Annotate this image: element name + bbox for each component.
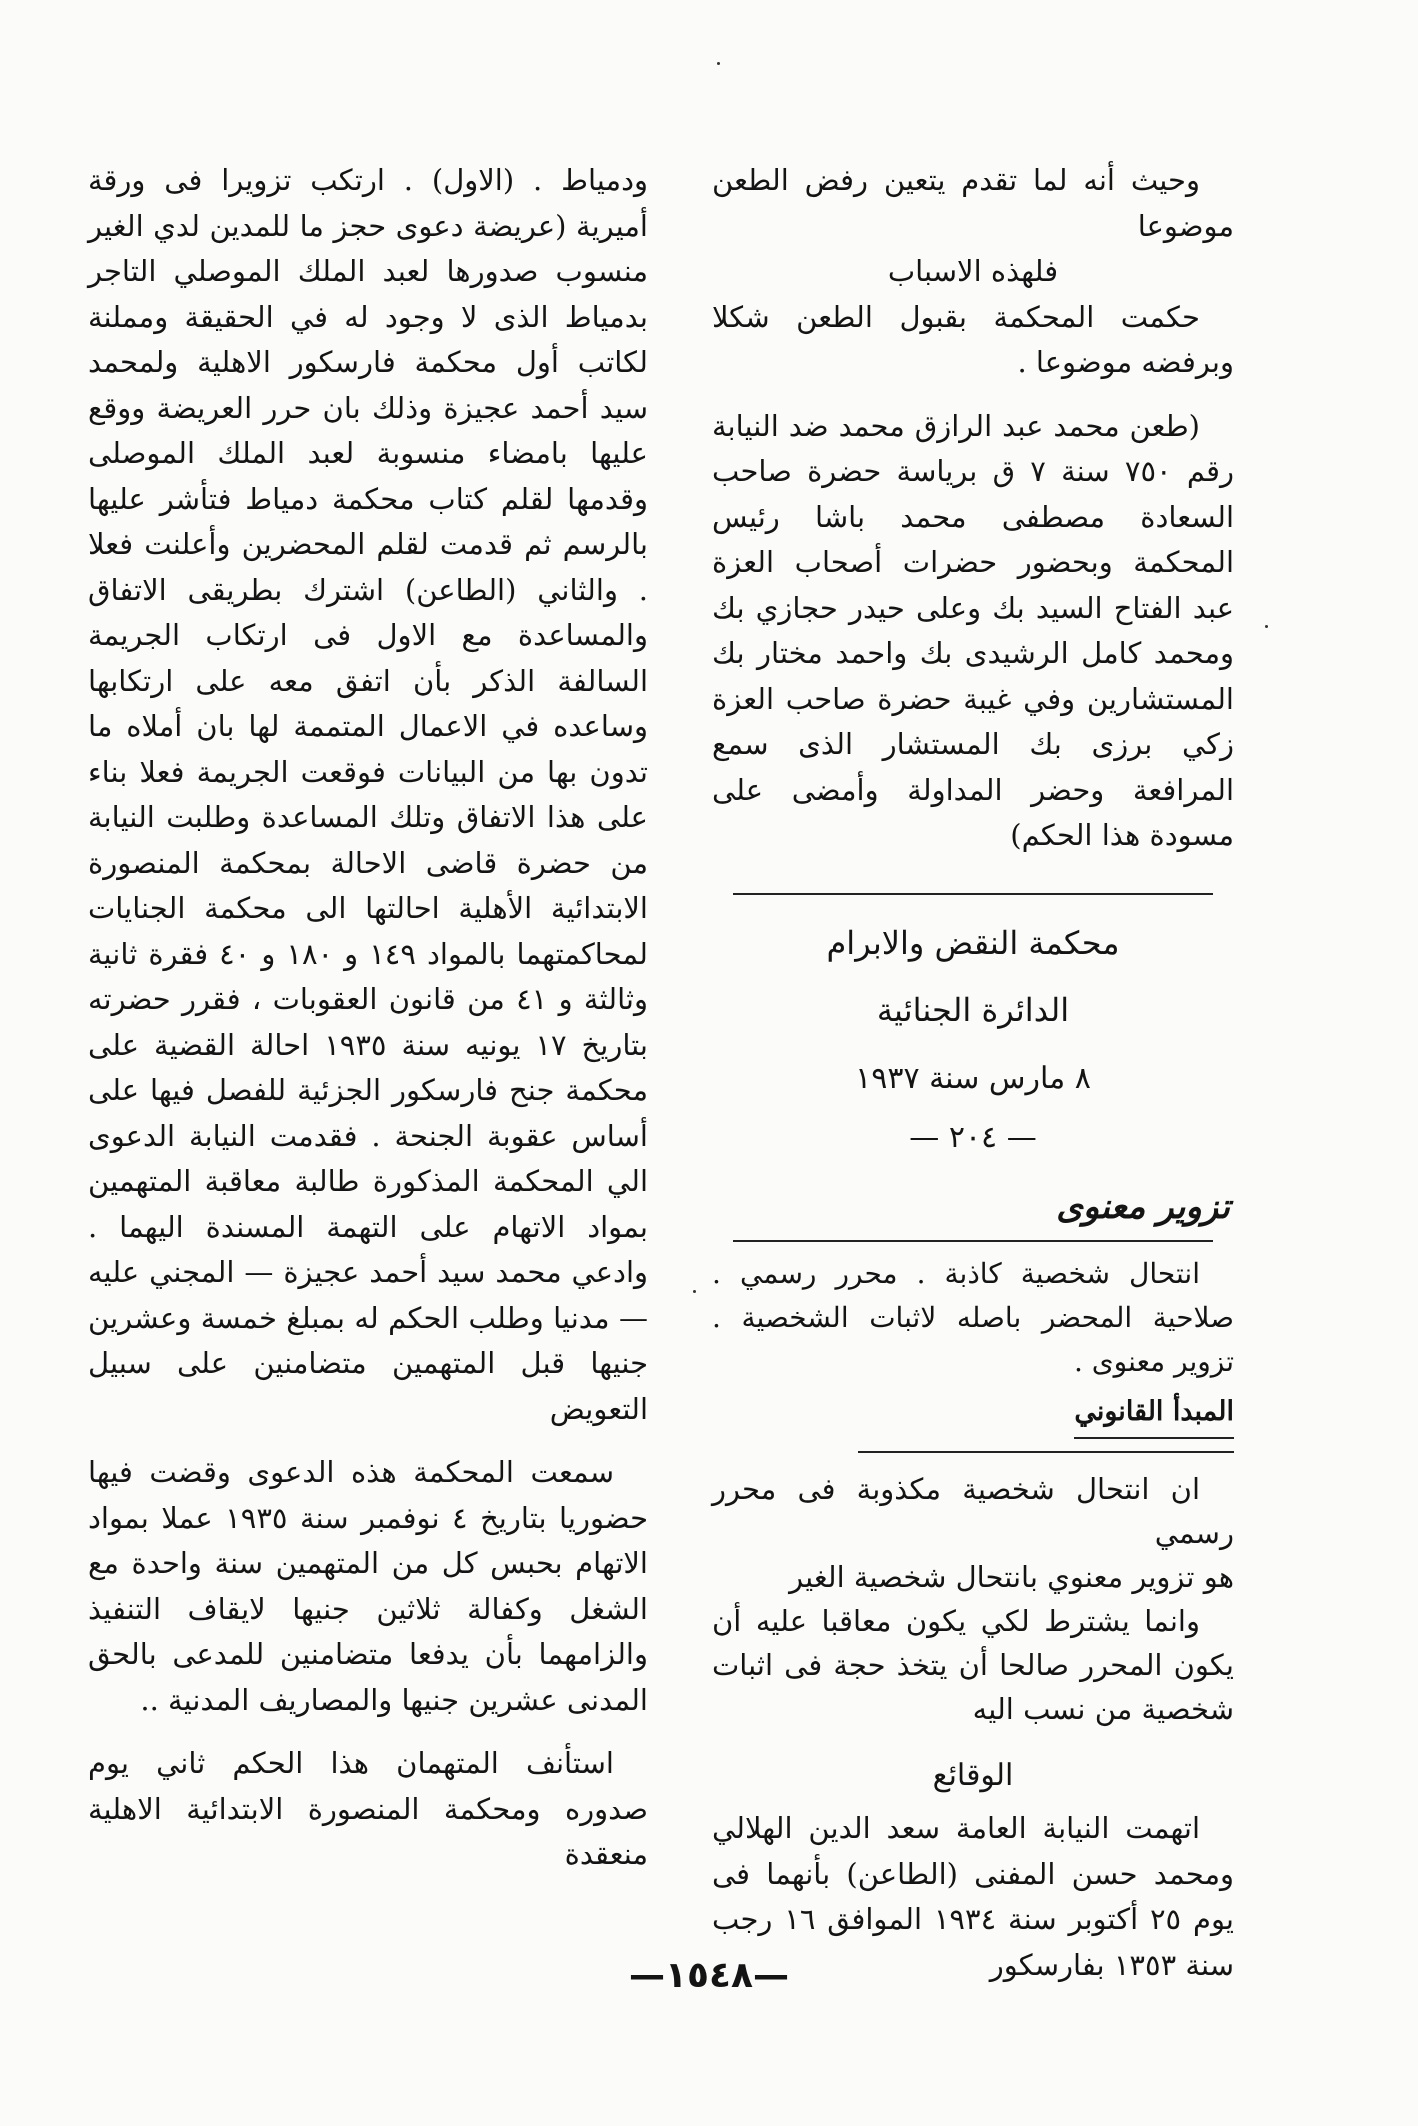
left-column: [88, 158, 648, 1878]
circuit-title: الدائرة الجنائية: [876, 991, 1070, 1029]
ruling-date: ٨ مارس سنة ١٩٣٧: [855, 1060, 1091, 1096]
facts-paragraph: اتهمت النيابة العامة سعد الدين الهلالي ومحمد حسن المفنى (الطاعن) بأنهما فى يوم ٢٥ أكتوبر سنة ١٩٣٤ الموافق ١٦ رجب سنة ١٣٥٣ بفارسكور: [712, 1811, 1234, 1982]
closing-paragraph: وحيث أنه لما تقدم يتعين رفض الطعن موضوعا: [712, 163, 1234, 243]
topic-heading: تزوير معنوى: [1056, 1186, 1230, 1227]
right-column: [712, 158, 1234, 1988]
principle-text-2: وانما يشترط لكي يكون معاقبا عليه أن يكون المحرر صالحا أن يتخذ حجة فى اثبات شخصية من نسب اليه: [712, 1603, 1234, 1726]
court-title: محكمة النقض والابرام: [826, 923, 1120, 962]
section-divider: [733, 893, 1213, 895]
case-number: — ٢٠٤ —: [909, 1120, 1037, 1155]
judgment-paragraph: سمعت المحكمة هذه الدعوى وقضت فيها حضوريا بتاريخ ٤ نوفمبر سنة ١٩٣٥ عملا بمواد الاتهام بحبس كل من المتهمين سنة واحدة مع الشغل وكفالة ثلاثين جنيها لايقاف التنفيذ والزامهما بأن يدفعا متضامنين للمدعى بالحق المدنى عشرين جنيها والمصاريف المدنية ..: [88, 1455, 649, 1717]
scan-speck: [1265, 625, 1268, 628]
scan-speck: [693, 1290, 696, 1293]
principle-heading: المبدأ القانوني: [1074, 1389, 1234, 1439]
scan-speck: [717, 62, 720, 65]
appeal-paragraph: استأنف المتهمان هذا الحكم ثاني يوم صدوره ومحكمة المنصورة الابتدائية الاهلية منعقدة: [88, 1746, 648, 1871]
principle-text-1: ان انتحال شخصية مكذوبة فى محرر رسمي: [712, 1471, 1234, 1550]
heading-divider: [733, 1240, 1213, 1242]
keywords-summary: انتحال شخصية كاذبة . محرر رسمي . صلاحية المحضر باصله لاثبات الشخصية . تزوير معنوى .: [712, 1257, 1234, 1378]
facts-heading: الوقائع: [932, 1757, 1014, 1793]
page-number: —١٥٤٨—: [629, 1955, 789, 1996]
charges-paragraph: ودمياط . (الاول) . ارتكب تزويرا فى ورقة أميرية (عريضة دعوى حجز ما للمدين لدي الغير منسوب صدورها لعبد الملك الموصلي التاجر بدمياط الذى لا وجود له في الحقيقة ومملنة لكاتب أول محكمة فارسكور الاهلية ولمحمد سيد أحمد عجيزة وذلك بان حرر العريضة ووقع عليها بامضاء منسوبة لعبد الملك الموصلى وقدمها لقلم كتاب محكمة دمياط فتأشر عليها بالرسم ثم قدمت لقلم المحضرين وأعلنت فعلا . والثاني (الطاعن) اشترك بطريقى الاتفاق والمساعدة مع الاول فى ارتكاب الجريمة السالفة الذكر بأن اتفق معه على ارتكابها وساعده في الاعمال المتممة لها بان أملاه ما تدون بها من البيانات فوقعت الجريمة فعلا بناء على هذا الاتفاق وتلك المساعدة وطلبت النيابة من حضرة قاضى الاحالة بمحكمة المنصورة الابتدائية الأهلية احالتها الى محكمة الجنايات لمحاكمتهما بالمواد ١٤٩ و ١٨٠ و ٤٠ فقرة ثانية وثالثة و ٤١ من قانون العقوبات ، فقرر حضرته بتاريخ ١٧ يونيه سنة ١٩٣٥ احالة القضية على محكمة جنح فارسكور الجزئية للفصل فيها على أساس عقوبة الجنحة . فقدمت النيابة الدعوى الي المحكمة المذكورة طالبة معاقبة المتهمين بمواد الاتهام على التهمة المسندة اليهما . وادعي محمد سيد أحمد عجيزة — المجني عليه — مدنيا وطلب الحكم له بمبلغ خمسة وعشرين جنيها قبل المتهمين متضامنين على سبيل التعويض: [88, 163, 648, 1426]
principle-text-1b: هو تزوير معنوي بانتحال شخصية الغير: [789, 1559, 1234, 1594]
case-citation: (طعن محمد عبد الرازق محمد ضد النيابة رقم ٧٥٠ سنة ٧ ق برياسة حضرة صاحب السعادة مصطفى محمد باشا رئيس المحكمة وبحضور حضرات أصحاب العزة عبد الفتاح السيد بك وعلى حيدر حجازي بك ومحمد كامل الرشيدى بك واحمد مختار بك المستشارين وفي غيبة حضرة صاحب العزة زكي برزى بك المستشار الذى سمع المرافعة وحضر المداولة وأمضى على مسودة هذا الحكم): [712, 408, 1234, 852]
reasons-heading: فلهذه الاسباب: [887, 254, 1059, 288]
principle-divider: [858, 1451, 1234, 1453]
verdict-paragraph: حكمت المحكمة بقبول الطعن شكلا وبرفضه موضوعا .: [712, 299, 1234, 379]
